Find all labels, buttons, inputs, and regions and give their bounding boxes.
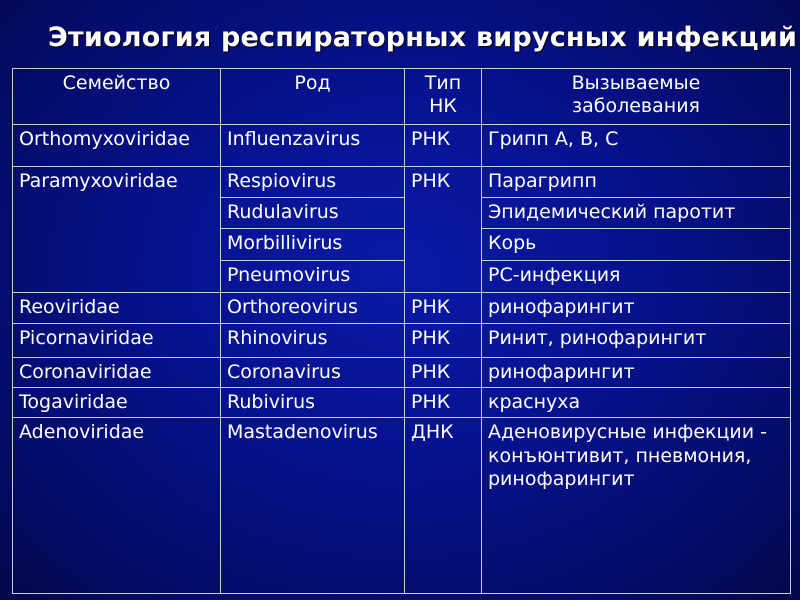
cell-disease: Аденовирусные инфекции - конъюнтивит, пневмония, ринофарингит <box>482 418 791 594</box>
table-row <box>13 418 791 594</box>
cell-disease: Корь <box>482 229 791 261</box>
table-row <box>13 358 791 388</box>
cell-genus: Morbillivirus <box>221 229 405 261</box>
cell-na-type: РНК <box>405 167 482 293</box>
cell-genus: Mastadenovirus <box>221 418 405 594</box>
cell-genus: Rhinovirus <box>221 324 405 358</box>
header-na-type <box>405 69 482 125</box>
cell-genus: Coronavirus <box>221 358 405 388</box>
table-row <box>13 324 791 358</box>
cell-family: Reoviridae <box>13 293 221 324</box>
header-genus: Род <box>221 69 405 125</box>
cell-family: Adenoviridae <box>13 418 221 594</box>
table-header-row <box>13 69 791 125</box>
cell-disease: ринофарингит <box>482 293 791 324</box>
cell-na-type: РНК <box>405 293 482 324</box>
header-disease-line1: Вызываемые <box>571 72 701 94</box>
cell-disease: Парагрипп <box>482 167 791 198</box>
table-row <box>13 167 791 198</box>
cell-family: Togaviridae <box>13 388 221 418</box>
cell-genus: Rudulavirus <box>221 198 405 229</box>
cell-na-type: РНК <box>405 125 482 167</box>
cell-family: Orthomyxoviridae <box>13 125 221 167</box>
cell-disease: Грипп А, В, С <box>482 125 791 167</box>
header-na-type-line2: НК <box>429 95 457 118</box>
slide-title: Этиология респираторных вирусных инфекций <box>48 22 798 53</box>
cell-family: Picornaviridae <box>13 324 221 358</box>
cell-disease: РС-инфекция <box>482 261 791 293</box>
cell-genus: Orthoreovirus <box>221 293 405 324</box>
cell-disease: краснуха <box>482 388 791 418</box>
cell-family: Paramyxoviridae <box>13 167 221 293</box>
cell-family: Coronaviridae <box>13 358 221 388</box>
cell-disease: Ринит, ринофарингит <box>482 324 791 358</box>
cell-genus: Respiovirus <box>221 167 405 198</box>
table-row <box>13 293 791 324</box>
header-family: Семейство <box>13 69 221 125</box>
cell-genus: Rubivirus <box>221 388 405 418</box>
cell-genus: Pneumovirus <box>221 261 405 293</box>
cell-genus: Influenzavirus <box>221 125 405 167</box>
header-disease <box>482 69 791 125</box>
etiology-table <box>12 68 791 594</box>
cell-na-type: РНК <box>405 324 482 358</box>
table-row <box>13 125 791 167</box>
table-row <box>13 388 791 418</box>
header-disease-line2: заболевания <box>572 95 700 118</box>
cell-na-type: РНК <box>405 358 482 388</box>
cell-disease: Эпидемический паротит <box>482 198 791 229</box>
header-na-type-line1: Тип <box>424 72 462 94</box>
cell-na-type: ДНК <box>405 418 482 594</box>
cell-disease: ринофарингит <box>482 358 791 388</box>
cell-na-type: РНК <box>405 388 482 418</box>
